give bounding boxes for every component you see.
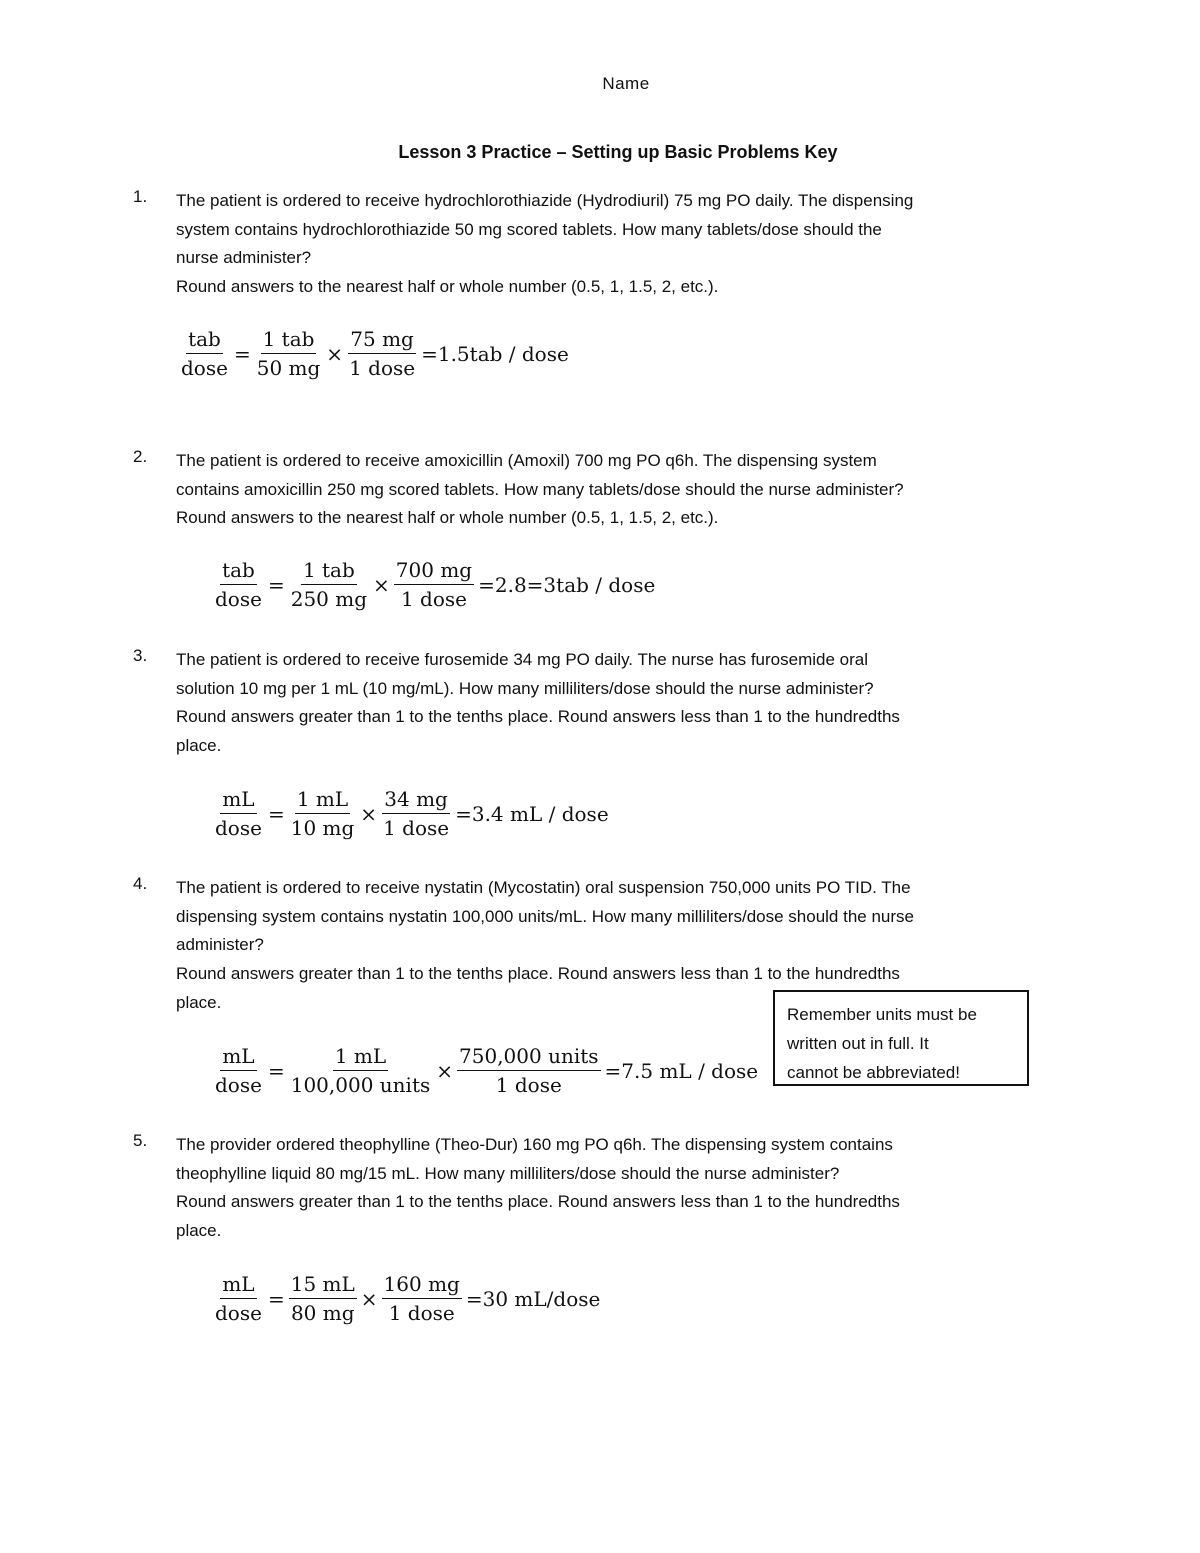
problem-line: Round answers greater than 1 to the tenths place. Round answers less than 1 to the hundredths: [176, 964, 900, 984]
eq-numerator: mL: [220, 1043, 256, 1071]
eq-denominator: 80 mg: [290, 1301, 355, 1325]
eq-fraction-1: [289, 786, 357, 841]
problem-line: The provider ordered theophylline (Theo-Dur) 160 mg PO q6h. The dispensing system contains: [176, 1135, 893, 1154]
problem-number: 4.: [133, 874, 148, 893]
problem-line: Round answers to the nearest half or whole number (0.5, 1, 1.5, 2, etc.).: [176, 508, 719, 528]
eq-equals: =: [267, 801, 285, 826]
problem-line: The patient is ordered to receive hydrochlorothiazide (Hydrodiuril) 75 mg PO daily. The dispensing: [176, 191, 914, 210]
eq-denominator: 50 mg: [256, 356, 321, 380]
problem-text: [176, 1131, 1056, 1246]
equation-1: [176, 326, 569, 381]
eq-denominator: dose: [215, 1073, 262, 1097]
eq-denominator: dose: [215, 816, 262, 840]
reminder-line: cannot be abbreviated!: [787, 1063, 960, 1082]
eq-lhs-fraction: [213, 1043, 264, 1098]
eq-numerator: 1 tab: [301, 557, 357, 585]
eq-numerator: mL: [220, 786, 256, 814]
problem-line: system contains hydrochlorothiazide 50 mg scored tablets. How many tablets/dose should the: [176, 219, 882, 239]
eq-fraction-2: [381, 786, 451, 841]
eq-numerator: 1 tab: [261, 326, 317, 354]
eq-denominator: 10 mg: [290, 816, 355, 840]
problem-line: solution 10 mg per 1 mL (10 mg/mL). How many milliliters/dose should the nurse administer?: [176, 678, 874, 698]
problem-line: nurse administer?: [176, 248, 312, 268]
equation-2: [210, 557, 655, 612]
eq-times: ×: [436, 1058, 454, 1083]
eq-numerator: 15 mL: [289, 1271, 357, 1299]
eq-lhs-fraction: [179, 326, 230, 381]
problem-line: place.: [176, 1221, 222, 1241]
problem-number: 1.: [133, 187, 148, 206]
problem-line: contains amoxicillin 250 mg scored tablets. How many tablets/dose should the nurse administer?: [176, 479, 904, 499]
eq-numerator: 700 mg: [394, 557, 474, 585]
eq-result: =30 mL/dose: [465, 1286, 601, 1311]
reminder-line: written out in full. It: [787, 1034, 929, 1053]
eq-fraction-2: [457, 1043, 601, 1098]
eq-numerator: 750,000 units: [457, 1043, 601, 1071]
problem-number: 2.: [133, 447, 148, 466]
eq-denominator: dose: [181, 356, 228, 380]
eq-equals: =: [267, 572, 285, 597]
reminder-line: Remember units must be: [787, 1005, 977, 1024]
eq-numerator: 75 mg: [348, 326, 416, 354]
eq-fraction-2: [382, 1271, 462, 1326]
problem-line: Round answers to the nearest half or whole number (0.5, 1, 1.5, 2, etc.).: [176, 277, 719, 297]
page-title: Lesson 3 Practice – Setting up Basic Problems Key: [398, 142, 838, 162]
problem-line: dispensing system contains nystatin 100,000 units/mL. How many milliliters/dose should the nurse: [176, 906, 914, 926]
equation-4: [210, 1043, 758, 1098]
eq-lhs-fraction: [213, 557, 264, 612]
problem-line: The patient is ordered to receive furosemide 34 mg PO daily. The nurse has furosemide oral: [176, 650, 869, 669]
eq-fraction-2: [347, 326, 417, 381]
problem-line: place.: [176, 992, 222, 1012]
eq-numerator: 160 mg: [382, 1271, 462, 1299]
equation-3: [210, 786, 609, 841]
eq-equals: =: [267, 1058, 285, 1083]
eq-numerator: 1 mL: [295, 786, 350, 814]
problem-number: 3.: [133, 646, 148, 665]
eq-numerator: 1 mL: [333, 1043, 388, 1071]
eq-times: ×: [373, 572, 390, 597]
eq-fraction-1: [289, 1271, 357, 1326]
eq-times: ×: [326, 341, 344, 366]
problem-text: [176, 646, 1056, 761]
eq-denominator: 250 mg: [290, 587, 368, 611]
problem-line: theophylline liquid 80 mg/15 mL. How many milliliters/dose should the nurse administer?: [176, 1163, 840, 1183]
problem-text: [176, 187, 1056, 302]
eq-fraction-2: [394, 557, 474, 612]
equation-5: [210, 1271, 600, 1326]
eq-lhs-fraction: [213, 1271, 264, 1326]
eq-denominator: 100,000 units: [290, 1073, 431, 1097]
problem-line: The patient is ordered to receive nystatin (Mycostatin) oral suspension 750,000 units PO TID. The: [176, 878, 911, 897]
eq-denominator: 1 dose: [495, 1073, 562, 1097]
reminder-box: [773, 990, 1029, 1086]
eq-denominator: 1 dose: [349, 356, 416, 380]
eq-fraction-1: [289, 557, 369, 612]
eq-numerator: mL: [220, 1271, 256, 1299]
problem-number: 5.: [133, 1131, 148, 1150]
eq-denominator: 1 dose: [383, 816, 450, 840]
problem-line: Round answers greater than 1 to the tenths place. Round answers less than 1 to the hundredths: [176, 1192, 900, 1212]
eq-denominator: dose: [215, 1301, 262, 1325]
eq-numerator: 34 mg: [382, 786, 450, 814]
eq-result: =3.4 mL / dose: [455, 801, 609, 826]
eq-denominator: 1 dose: [400, 587, 467, 611]
eq-lhs-fraction: [213, 786, 264, 841]
eq-result: =2.8=3tab / dose: [478, 572, 656, 597]
eq-result: =7.5 mL / dose: [604, 1058, 759, 1083]
name-label: Name: [602, 74, 650, 93]
eq-times: ×: [360, 1286, 378, 1311]
problem-line: administer?: [176, 935, 264, 955]
eq-times: ×: [360, 801, 378, 826]
problem-text: [176, 447, 1056, 533]
problem-line: Round answers greater than 1 to the tenths place. Round answers less than 1 to the hundredths: [176, 707, 900, 727]
eq-equals: =: [233, 341, 251, 366]
eq-numerator: tab: [220, 557, 257, 585]
problem-line: place.: [176, 736, 222, 756]
eq-fraction-1: [255, 326, 323, 381]
problem-line: The patient is ordered to receive amoxicillin (Amoxil) 700 mg PO q6h. The dispensing system: [176, 451, 877, 470]
eq-denominator: dose: [215, 587, 262, 611]
eq-fraction-1: [289, 1043, 433, 1098]
eq-denominator: 1 dose: [388, 1301, 455, 1325]
eq-numerator: tab: [186, 326, 223, 354]
eq-equals: =: [267, 1286, 285, 1311]
eq-result: =1.5tab / dose: [421, 341, 569, 366]
